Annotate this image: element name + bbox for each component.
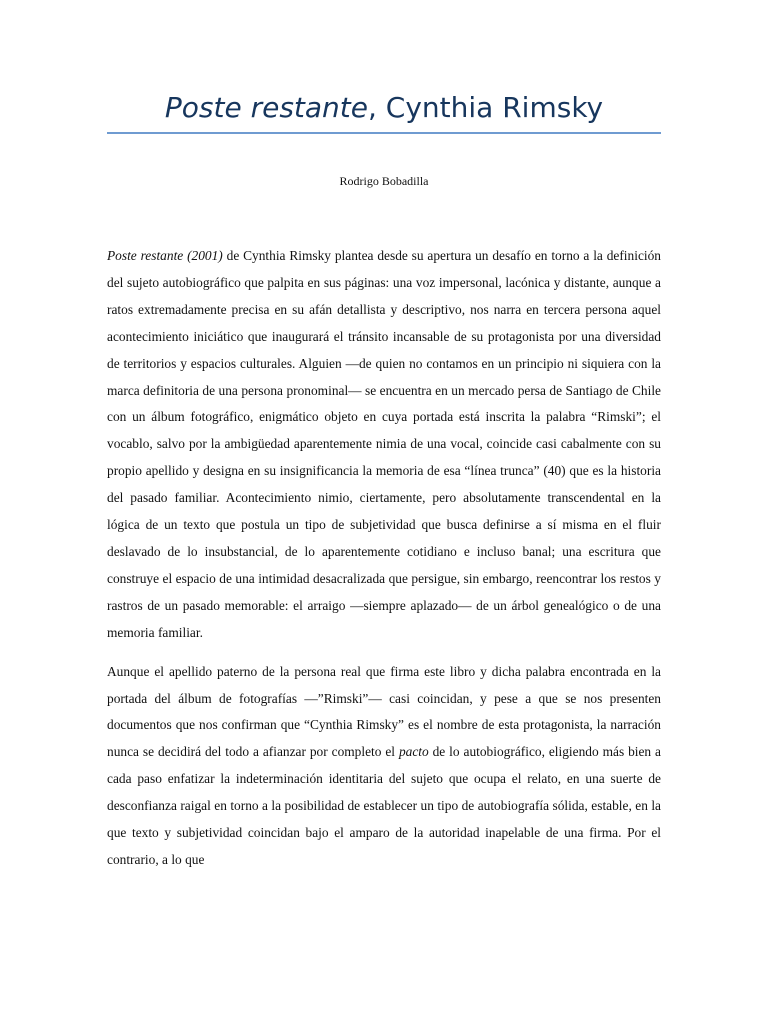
page-title [60,88,708,128]
title-author-name: , Cynthia Rimsky [368,91,604,124]
paragraph-2-text-before: Aunque el apellido paterno de la persona real que firma este libro y dicha palabra encontrada en la portada del álbum de fotografías —”Rimski”— casi coincidan, y pese a que se nos presenten documentos que nos confirman que “Cynthia Rimsky” es el nombre de esta protagonista, la narración nunca se decidirá del todo a afianzar por completo el [107,663,661,760]
paragraph-2-text-after: de lo autobiográfico, eligiendo más bien a cada paso enfatizar la indeterminación identitaria del sujeto que ocupa el relato, en una suerte de desconfianza raigal en torno a la posibilidad de establecer un tipo de autobiografía sólida, estable, en la que texto y subjetividad coincidan bajo el amparo de la autoridad inapelable de una firma. Por el contrario, a lo que [107,744,661,867]
title-book-name: Poste restante [164,91,368,124]
paragraph-1 [107,243,661,647]
paragraph-1-text: de Cynthia Rimsky plantea desde su apertura un desafío en torno a la definición del sujeto autobiográfico que palpita en sus páginas: una voz impersonal, lacónica y distante, aunque a ratos extremadamente precisa en su afán detallista y descriptivo, nos narra en tercera persona aquel acontecimiento iniciático que inaugurará el tránsito incansable de su protagonista por una diversidad de territorios y espacios culturales. Alguien —de quien no contamos en un principio ni siquiera con la marca definitoria de una persona pronominal— se encuentra en un mercado persa de Santiago de Chile con un álbum fotográfico, enigmático objeto en cuya portada está inscrita la palabra “Rimski”; el vocablo, salvo por la ambigüedad aparentemente nimia de una vocal, coincide casi cabalmente con su propio apellido y designa en su insignificancia la memoria de esa “línea trunca” (40) que es la historia del pasado familiar. Acontecimiento nimio, ciertamente, pero absolutamente transcendental en la lógica de un texto que postula un tipo de subjetividad que busca definirse a sí misma en el fluir deslavado de lo insubstancial, de lo aparentemente cotidiano e incluso banal; una escritura que construye el espacio de una intimidad desacralizada que persigue, sin embargo, reencontrar los restos y rastros de un pasado memorable: el arraigo —siempre aplazado— de un árbol genealógico o de una memoria familiar. [107,248,661,640]
article-body [107,243,661,886]
paragraph-2 [107,659,661,874]
paragraph-1-lead: Poste restante (2001) [107,248,223,263]
title-underline-rule [107,132,661,134]
article-author: Rodrigo Bobadilla [339,174,429,188]
paragraph-2-italic-word: pacto [398,744,429,760]
